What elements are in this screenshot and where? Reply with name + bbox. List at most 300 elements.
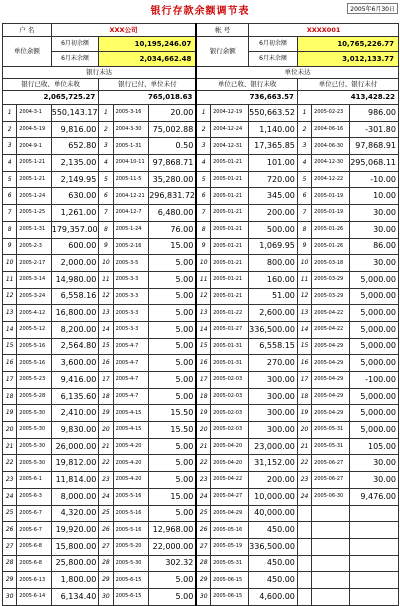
- row-amount: 14,980.00: [51, 271, 99, 288]
- row-amount: 5.00: [149, 588, 197, 605]
- row-no: 5: [196, 171, 210, 188]
- row-date: 2005-3-24: [17, 288, 51, 305]
- row-no: 9: [297, 238, 311, 255]
- row-no: 2: [196, 121, 210, 138]
- table-row: [3, 438, 399, 455]
- row-date: 2005-4-20: [113, 455, 149, 472]
- row-date: 2005-04-22: [211, 472, 249, 489]
- row-date: 2005-6-3: [17, 488, 51, 505]
- row-amount: 300.00: [249, 388, 298, 405]
- row-date: 2004-12-31: [211, 138, 249, 155]
- row-amount: 1,140.00: [249, 121, 298, 138]
- row-date: 2005-01-21: [211, 155, 249, 172]
- row-date: 2005-01-21: [211, 238, 249, 255]
- row-amount: 40,000.00: [249, 505, 298, 522]
- row-no: 15: [297, 338, 311, 355]
- row-no: 20: [297, 422, 311, 439]
- row-amount: 9,830.00: [51, 422, 99, 439]
- row-date: 2005-05-19: [211, 538, 249, 555]
- row-date: 2005-01-27: [211, 321, 249, 338]
- row-no: 8: [99, 221, 113, 238]
- row-date: 2005-3-3: [113, 305, 149, 322]
- row-no: 14: [297, 321, 311, 338]
- row-amount: 1,069.95: [249, 238, 298, 255]
- row-no: 12: [3, 288, 17, 305]
- row-no: 19: [3, 405, 17, 422]
- row-amount: 550,663.52: [249, 105, 298, 122]
- row-no: 6: [3, 188, 17, 205]
- row-amount: 6,558.15: [249, 338, 298, 355]
- table-row: [3, 238, 399, 255]
- row-date: 2005-02-03: [211, 422, 249, 439]
- account-number-value: XXXX001: [249, 24, 399, 37]
- row-amount: 986.00: [350, 105, 399, 122]
- row-no: 30: [196, 588, 210, 605]
- row-date: 2005-5-30: [113, 555, 149, 572]
- row-no: 26: [196, 522, 210, 539]
- row-no: 1: [196, 105, 210, 122]
- row-no: 10: [3, 255, 17, 272]
- row-amount: 5.00: [149, 572, 197, 589]
- row-no: 30: [99, 588, 113, 605]
- row-amount: 296,831.72: [149, 188, 197, 205]
- row-no: 6: [297, 188, 311, 205]
- table-row: [3, 422, 399, 439]
- bank-outstanding-header: 银行未达: [3, 67, 197, 79]
- row-amount: 179,357.00: [51, 221, 99, 238]
- row-no: 30: [3, 588, 17, 605]
- row-date: 2005-04-29: [211, 505, 249, 522]
- row-amount: 17,365.85: [249, 138, 298, 155]
- row-no: 19: [99, 405, 113, 422]
- table-row: [3, 572, 399, 589]
- row-date: 2005-6-7: [17, 522, 51, 539]
- row-amount: 97,868.91: [350, 138, 399, 155]
- row-no: 15: [3, 338, 17, 355]
- row-no: 1: [3, 105, 17, 122]
- row-no: 16: [99, 355, 113, 372]
- row-date: 2005-04-20: [211, 438, 249, 455]
- row-date: 2005-5-30: [17, 422, 51, 439]
- table-row: [3, 105, 399, 122]
- row-no: 1: [99, 105, 113, 122]
- row-no: 7: [3, 205, 17, 222]
- row-date: 2004-12-19: [211, 105, 249, 122]
- row-amount: 800.00: [249, 255, 298, 272]
- row-date: 2005-03-18: [312, 255, 350, 272]
- row-date: 2005-06-27: [312, 455, 350, 472]
- row-date: 2005-04-29: [312, 355, 350, 372]
- row-amount: 5.00: [149, 505, 197, 522]
- row-amount: 76.00: [149, 221, 197, 238]
- row-amount: 19,812.00: [51, 455, 99, 472]
- row-amount: 5.00: [149, 288, 197, 305]
- row-amount: 270.00: [249, 355, 298, 372]
- row-no: 5: [297, 171, 311, 188]
- row-amount: 5,000.00: [350, 271, 399, 288]
- row-date: 2005-5-16: [113, 488, 149, 505]
- table-row: [3, 321, 399, 338]
- row-no: [297, 522, 311, 539]
- row-amount: 9,476.00: [350, 488, 399, 505]
- row-no: 29: [196, 572, 210, 589]
- row-date: 2005-5-30: [17, 455, 51, 472]
- row-no: 18: [196, 388, 210, 405]
- total-unit-paid: 413,428.22: [297, 91, 398, 105]
- unit-balance-label: 单位余额: [3, 37, 52, 67]
- row-amount: 630.00: [51, 188, 99, 205]
- row-amount: 5.00: [149, 372, 197, 389]
- col-bank-paid: 银行已付、单位未付: [99, 79, 197, 91]
- row-date: 2005-1-31: [113, 138, 149, 155]
- row-amount: 9,816.00: [51, 121, 99, 138]
- row-no: 16: [297, 355, 311, 372]
- row-date: 2005-01-21: [211, 271, 249, 288]
- row-date: 2004-12-21: [113, 188, 149, 205]
- row-no: 27: [3, 538, 17, 555]
- row-amount: 720.00: [249, 171, 298, 188]
- row-amount: 22,000.00: [149, 538, 197, 555]
- row-amount: 5.00: [149, 321, 197, 338]
- row-no: 17: [3, 372, 17, 389]
- table-row: [3, 155, 399, 172]
- row-date: 2005-5-12: [17, 321, 51, 338]
- row-no: 25: [196, 505, 210, 522]
- row-date: 2005-04-27: [211, 488, 249, 505]
- row-amount: 300.00: [249, 405, 298, 422]
- row-amount: 4,600.00: [249, 588, 298, 605]
- row-no: 4: [196, 155, 210, 172]
- row-amount: [350, 538, 399, 555]
- row-no: 14: [3, 321, 17, 338]
- row-date: 2004-3-1: [17, 105, 51, 122]
- row-amount: 5.00: [149, 305, 197, 322]
- row-date: 2005-03-29: [312, 288, 350, 305]
- row-date: 2005-01-22: [211, 305, 249, 322]
- total-bank-received: 2,065,725.27: [3, 91, 99, 105]
- row-amount: -100.00: [350, 372, 399, 389]
- row-amount: 5.00: [149, 438, 197, 455]
- row-date: 2005-01-31: [211, 355, 249, 372]
- row-no: 6: [196, 188, 210, 205]
- row-no: 15: [99, 338, 113, 355]
- row-no: 16: [196, 355, 210, 372]
- row-no: 10: [297, 255, 311, 272]
- row-date: 2005-1-31: [17, 221, 51, 238]
- row-no: [297, 505, 311, 522]
- row-amount: 25,800.00: [51, 555, 99, 572]
- row-amount: 26,000.00: [51, 438, 99, 455]
- row-amount: 6,558.16: [51, 288, 99, 305]
- row-no: 23: [196, 472, 210, 489]
- row-date: 2005-05-16: [211, 522, 249, 539]
- row-no: 17: [297, 372, 311, 389]
- col-unit-received: 单位已收、银行未收: [196, 79, 297, 91]
- row-date: [312, 572, 350, 589]
- row-no: 2: [99, 121, 113, 138]
- row-amount: 5,000.00: [350, 338, 399, 355]
- row-no: 8: [297, 221, 311, 238]
- row-date: 2004-5-19: [17, 121, 51, 138]
- row-amount: 5.00: [149, 255, 197, 272]
- row-no: 20: [99, 422, 113, 439]
- row-amount: 19,920.00: [51, 522, 99, 539]
- table-row: [3, 288, 399, 305]
- row-amount: 30.00: [350, 472, 399, 489]
- row-date: 2005-06-15: [211, 588, 249, 605]
- row-date: 2005-02-03: [211, 405, 249, 422]
- row-no: 11: [99, 271, 113, 288]
- row-amount: 35,280.00: [149, 171, 197, 188]
- row-date: 2005-04-22: [312, 321, 350, 338]
- row-no: 22: [297, 455, 311, 472]
- row-no: 19: [297, 405, 311, 422]
- row-amount: 51.00: [249, 288, 298, 305]
- total-bank-paid: 765,018.63: [99, 91, 197, 105]
- row-no: 2: [297, 121, 311, 138]
- row-amount: [350, 522, 399, 539]
- table-row: [3, 171, 399, 188]
- row-no: 20: [3, 422, 17, 439]
- row-date: 2005-11-5: [113, 171, 149, 188]
- table-row: [3, 522, 399, 539]
- row-date: 2005-4-15: [113, 405, 149, 422]
- row-amount: 0.50: [149, 138, 197, 155]
- row-no: 23: [3, 472, 17, 489]
- row-date: 2005-06-27: [312, 472, 350, 489]
- bank-closing-label: 6月末余额: [249, 52, 298, 67]
- row-amount: 652.80: [51, 138, 99, 155]
- row-amount: 23,000.00: [249, 438, 298, 455]
- unit-outstanding-header: 单位未达: [196, 67, 398, 79]
- row-no: 12: [196, 288, 210, 305]
- row-date: 2005-3-14: [17, 271, 51, 288]
- row-amount: 550,143.17: [51, 105, 99, 122]
- row-amount: 15,800.00: [51, 538, 99, 555]
- unit-closing-value: 2,034,662.48: [99, 52, 197, 67]
- row-amount: 101.00: [249, 155, 298, 172]
- row-date: 2005-1-24: [17, 188, 51, 205]
- row-no: 9: [196, 238, 210, 255]
- row-date: 2005-01-21: [211, 171, 249, 188]
- row-no: 11: [196, 271, 210, 288]
- row-date: 2004-3-30: [113, 121, 149, 138]
- row-amount: 86.00: [350, 238, 399, 255]
- row-amount: 600.00: [51, 238, 99, 255]
- row-amount: 1,261.00: [51, 205, 99, 222]
- row-amount: 5,000.00: [350, 388, 399, 405]
- unit-closing-label: 6月末余额: [51, 52, 99, 67]
- row-date: 2005-4-7: [113, 338, 149, 355]
- row-no: 28: [196, 555, 210, 572]
- row-no: 18: [297, 388, 311, 405]
- row-date: 2005-6-8: [17, 555, 51, 572]
- row-amount: 30.00: [350, 221, 399, 238]
- row-no: 3: [196, 138, 210, 155]
- table-row: [3, 505, 399, 522]
- row-date: 2005-5-23: [17, 372, 51, 389]
- row-date: 2005-3-3: [113, 288, 149, 305]
- row-no: 17: [99, 372, 113, 389]
- row-amount: [350, 588, 399, 605]
- row-no: 4: [99, 155, 113, 172]
- row-no: 13: [3, 305, 17, 322]
- row-date: 2005-01-21: [211, 255, 249, 272]
- row-date: 2005-04-22: [312, 305, 350, 322]
- row-no: 8: [196, 221, 210, 238]
- row-amount: 5,000.00: [350, 321, 399, 338]
- row-date: 2005-01-21: [211, 288, 249, 305]
- row-no: 29: [3, 572, 17, 589]
- row-date: 2004-12-30: [312, 155, 350, 172]
- row-no: 21: [99, 438, 113, 455]
- table-row: [3, 338, 399, 355]
- table-row: [3, 221, 399, 238]
- row-date: 2004-10-11: [113, 155, 149, 172]
- row-no: 7: [196, 205, 210, 222]
- row-date: 2005-2-3: [17, 238, 51, 255]
- table-row: [3, 355, 399, 372]
- row-amount: 300.00: [249, 372, 298, 389]
- row-date: [312, 555, 350, 572]
- row-date: 2005-04-29: [312, 405, 350, 422]
- row-date: 2005-02-23: [312, 105, 350, 122]
- row-date: 2005-6-8: [17, 538, 51, 555]
- row-date: 2005-6-15: [113, 588, 149, 605]
- row-date: 2005-5-16: [113, 505, 149, 522]
- row-date: 2005-04-29: [312, 372, 350, 389]
- row-date: 2005-05-31: [312, 438, 350, 455]
- row-no: 5: [99, 171, 113, 188]
- row-no: 14: [196, 321, 210, 338]
- row-no: 18: [3, 388, 17, 405]
- row-date: 2005-06-30: [312, 488, 350, 505]
- row-date: 2005-05-31: [211, 555, 249, 572]
- row-date: [312, 522, 350, 539]
- table-row: [3, 372, 399, 389]
- row-date: 2005-1-21: [17, 171, 51, 188]
- row-no: 11: [3, 271, 17, 288]
- row-amount: 15.50: [149, 405, 197, 422]
- row-date: 2005-3-5: [113, 255, 149, 272]
- row-amount: [350, 572, 399, 589]
- row-amount: 5,000.00: [350, 355, 399, 372]
- row-date: 2005-4-7: [113, 388, 149, 405]
- row-no: 15: [196, 338, 210, 355]
- row-no: 8: [3, 221, 17, 238]
- row-amount: -10.00: [350, 171, 399, 188]
- row-no: 26: [99, 522, 113, 539]
- row-no: 3: [3, 138, 17, 155]
- account-name-label: 户 名: [3, 24, 52, 37]
- row-date: 2005-4-7: [113, 372, 149, 389]
- row-date: 2004-12-24: [211, 121, 249, 138]
- row-amount: 5.00: [149, 338, 197, 355]
- reconciliation-table: [2, 23, 399, 606]
- table-row: [3, 305, 399, 322]
- sheet-date: 2005年6月30日: [347, 3, 398, 14]
- row-date: 2005-01-19: [312, 205, 350, 222]
- row-no: 29: [99, 572, 113, 589]
- row-date: 2005-1-25: [17, 205, 51, 222]
- table-row: [3, 255, 399, 272]
- row-amount: 20.00: [149, 105, 197, 122]
- row-no: 1: [297, 105, 311, 122]
- bank-opening-value: 10,765,226.77: [297, 37, 398, 52]
- row-date: 2005-5-30: [17, 438, 51, 455]
- unit-opening-label: 6月初余额: [51, 37, 99, 52]
- row-date: 2005-2-17: [17, 255, 51, 272]
- row-date: 2004-12-7: [113, 205, 149, 222]
- row-amount: 2,149.95: [51, 171, 99, 188]
- table-row: [3, 138, 399, 155]
- row-no: 2: [3, 121, 17, 138]
- row-no: 3: [99, 138, 113, 155]
- table-row: [3, 455, 399, 472]
- row-date: 2005-6-7: [17, 505, 51, 522]
- row-amount: 6,134.40: [51, 588, 99, 605]
- row-amount: 302.32: [149, 555, 197, 572]
- row-date: 2005-02-03: [211, 372, 249, 389]
- row-date: 2005-6-13: [17, 572, 51, 589]
- row-date: 2005-04-20: [211, 455, 249, 472]
- row-no: 21: [297, 438, 311, 455]
- row-amount: 336,500.00: [249, 538, 298, 555]
- row-amount: 336,500.00: [249, 321, 298, 338]
- row-amount: 30.00: [350, 455, 399, 472]
- row-amount: 16,800.00: [51, 305, 99, 322]
- row-amount: 450.00: [249, 572, 298, 589]
- row-date: 2005-6-15: [113, 572, 149, 589]
- row-amount: 5,000.00: [350, 405, 399, 422]
- row-amount: 2,410.00: [51, 405, 99, 422]
- row-amount: 15.00: [149, 238, 197, 255]
- row-date: 2005-4-7: [113, 355, 149, 372]
- row-amount: 5.00: [149, 271, 197, 288]
- row-amount: 8,000.00: [51, 488, 99, 505]
- bank-opening-label: 6月初余额: [249, 37, 298, 52]
- row-no: 14: [99, 321, 113, 338]
- row-no: 3: [297, 138, 311, 155]
- row-amount: 2,600.00: [249, 305, 298, 322]
- row-amount: 300.00: [249, 422, 298, 439]
- row-no: 21: [196, 438, 210, 455]
- row-amount: 97,868.71: [149, 155, 197, 172]
- row-no: 12: [99, 288, 113, 305]
- row-amount: [350, 555, 399, 572]
- account-number-label: 帐 号: [196, 24, 248, 37]
- row-amount: 11,814.00: [51, 472, 99, 489]
- row-no: 23: [297, 472, 311, 489]
- row-date: [312, 505, 350, 522]
- row-date: 2005-5-20: [113, 538, 149, 555]
- table-row: [3, 405, 399, 422]
- row-no: 21: [3, 438, 17, 455]
- row-date: 2005-04-29: [312, 338, 350, 355]
- row-date: 2004-06-16: [312, 121, 350, 138]
- row-date: 2005-6-14: [17, 588, 51, 605]
- row-amount: 200.00: [249, 472, 298, 489]
- row-no: 9: [99, 238, 113, 255]
- row-amount: [350, 505, 399, 522]
- row-date: 2005-4-15: [113, 422, 149, 439]
- row-date: 2005-5-28: [17, 388, 51, 405]
- row-amount: 105.00: [350, 438, 399, 455]
- row-amount: 5,000.00: [350, 422, 399, 439]
- table-row: [3, 538, 399, 555]
- row-no: [297, 538, 311, 555]
- row-date: 2005-01-26: [312, 221, 350, 238]
